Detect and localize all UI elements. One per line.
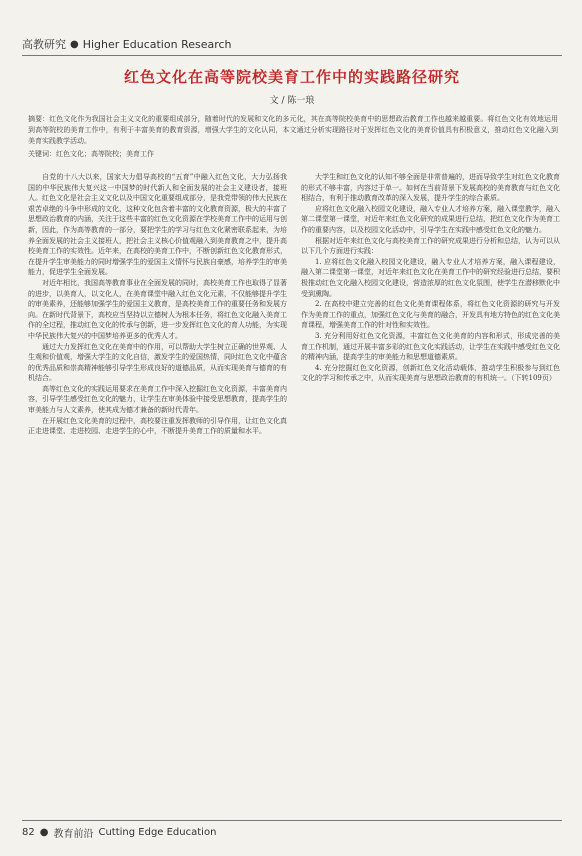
body-paragraph: 4. 充分挖掘红色文化资源，创新红色文化活动载体，推动学生积极参与到红色文化的学习和传承之中，从而实现美育与思想政治教育的有机统一。（下转109页） <box>301 363 560 383</box>
body-paragraph: 在开展红色文化美育的过程中，高校要注重发挥教师的引导作用，让红色文化真正走进课堂、走进校园、走进学生的心中，不断提升美育工作的质量和水平。 <box>28 416 287 436</box>
bullet-icon: ● <box>39 826 49 838</box>
magazine-title-en: Cutting Edge Education <box>98 826 217 838</box>
body-paragraph: 根据对近年来红色文化与高校美育工作的研究成果进行分析和总结，认为可以从以下几个方面进行实践： <box>301 236 560 256</box>
left-column <box>28 172 287 798</box>
body-paragraph: 2. 在高校中建立完善的红色文化美育课程体系，将红色文化资源的研究与开发作为美育工作的重点，加强红色文化与美育的融合，开发具有地方特色的红色文化美育课程，增强美育工作的针对性和实效性。 <box>301 300 560 330</box>
journal-title-cn: 高教研究 <box>22 38 66 51</box>
body-paragraph: 通过大力发挥红色文化在美育中的作用，可以帮助大学生树立正确的世界观、人生观和价值观，增强大学生的文化自信，激发学生的爱国热情，同时红色文化中蕴含的优秀品质和崇高精神能够引导学生形成良好的道德品质，从而实现美育与德育的有机结合。 <box>28 342 287 383</box>
body-columns <box>28 172 560 798</box>
body-paragraph: 对近年相比，我国高等教育事业在全面发展的同时，高校美育工作也取得了显著的进步，以美育人，以文化人，在美育课堂中融入红色文化元素，不仅能够提升学生的审美素养，还能够加强学生的爱国主义教育，是高校美育工作的重要任务和发展方向。在新时代背景下，高校应当坚持以立德树人为根本任务，将红色文化融入美育工作的全过程，推动红色文化的传承与创新，进一步发挥红色文化的育人功能，为实现中华民族伟大复兴的中国梦培养更多的优秀人才。 <box>28 278 287 340</box>
body-paragraph: 1. 应将红色文化融入校园文化建设，融入专业人才培养方案，融入课程建设，融入第二课堂第一课堂，对近年来红色文化在美育工作中的研究经验进行总结，要积极推动红色文化融入校园文化建设，营造浓厚的红色文化氛围，使学生在潜移默化中受到熏陶。 <box>301 257 560 298</box>
body-paragraph: 3. 充分利用好红色文化资源，丰富红色文化美育的内容和形式，形成完善的美育工作机制，通过开展丰富多彩的红色文化实践活动，让学生在实践中感受红色文化的精神内涵，提高学生的审美能力和思想道德素质。 <box>301 331 560 362</box>
abstract-text: 摘要：红色文化作为我国社会主义文化的重要组成部分，随着时代的发展和文化的多元化，其在高等院校美育中的思想政治教育工作也越来越重要。将红色文化有效地运用到高等院校的美育工作中，有利于丰富美育的教育资源，增强大学生的文化认同，本文通过分析实现路径对于发挥红色文化的美育价值具有积极意义，推动红色文化融入到美育实践教学活动。 <box>28 115 558 145</box>
body-paragraph: 高等红色文化的实践运用要求在美育工作中深入挖掘红色文化资源，丰富美育内容，引导学生感受红色文化的魅力，让学生在审美体验中接受思想教育，提高学生的审美能力与人文素养，使其成为德才兼备的新时代青年。 <box>28 384 287 415</box>
header-divider <box>22 55 562 56</box>
body-paragraph: 应将红色文化融入校园文化建设，融入专业人才培养方案，融入课堂教学，融入第二课堂第一课堂，对近年来红色文化研究的成果进行总结，把红色文化作为美育工作的重要内容，以及校园文化活动中，引导学生在实践中感受红色文化的魅力。 <box>301 204 560 234</box>
journal-title-en: Higher Education Research <box>82 37 232 51</box>
bullet-icon: ● <box>70 38 79 50</box>
right-column <box>301 172 560 798</box>
article-title: 红色文化在高等院校美育工作中的实践路径研究 <box>123 68 460 86</box>
footer-divider <box>22 820 562 821</box>
abstract-section <box>28 114 558 160</box>
article-author: 文 / 陈一琅 <box>269 96 315 106</box>
running-header <box>22 36 562 52</box>
page-number: 82 <box>22 826 35 838</box>
running-footer <box>22 825 562 839</box>
body-paragraph: 大学生和红色文化的认知不够全面是非常普遍的，进而导致学生对红色文化教育的形式不够丰富，内容过于单一。如何在当前背景下发展高校的美育教育与红色文化相结合，有利于推动教育改革的深入发展，提升学生的综合素质。 <box>301 173 560 203</box>
magazine-title-cn: 教育前沿 <box>53 828 94 840</box>
keywords: 关键词：红色文化；高等院校；美育工作 <box>28 150 154 158</box>
body-paragraph: 自党的十八大以来，国家大力倡导高校的“五育”中融入红色文化，大力弘扬我国的中华民族伟大复兴这一中国梦的时代新人和全面发展的社会主义建设者，接班人。红色文化是社会主义文化以及中国文化重要组成部分，是我党带领的伟大民族在艰苦卓绝的斗争中形成的文化，这种文化包含着丰富的文化教育资源，极大的丰富了思想政治教育的内涵，关注于这些丰富的红色文化资源在学校美育工作中的运用与创新，因此，作为高等教育的一部分，要把学生的学习与红色文化紧密联系起来，为培养全面发展的社会主义接班人，把社会主义核心价值观融入到美育教育之中，提升高校美育工作的实效性。近年来，在高校的美育工作中，不断创新红色文化教育形式，在提升学生审美能力的同时增强学生的爱国主义情怀与民族自豪感，培养学生的审美能力，促进学生全面发展。 <box>28 173 287 277</box>
